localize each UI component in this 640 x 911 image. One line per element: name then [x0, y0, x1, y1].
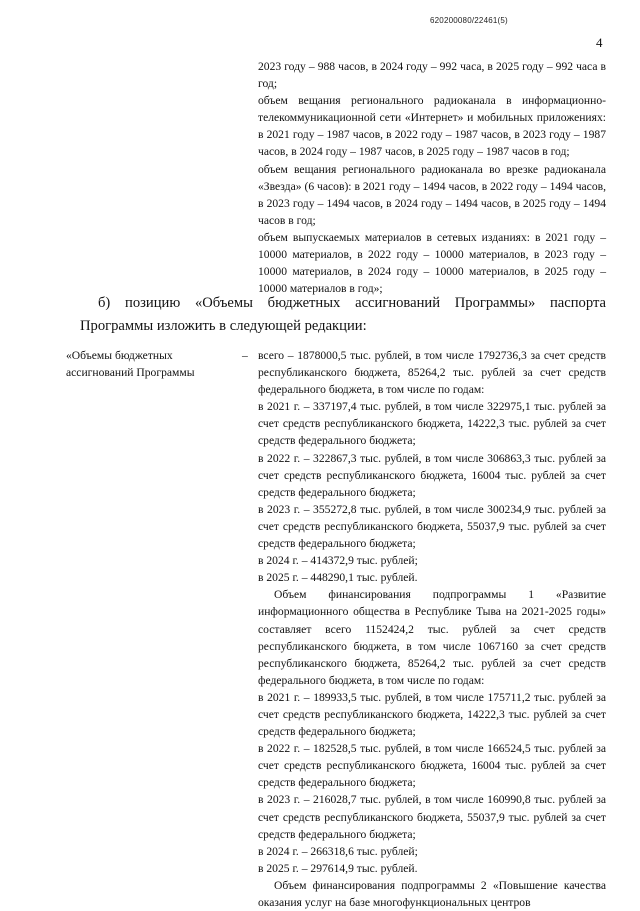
- paragraph: в 2024 г. – 414372,9 тыс. рублей;: [258, 554, 418, 568]
- top-text-block: [258, 58, 606, 297]
- paragraph: в 2023 г. – 355272,8 тыс. рублей, в том числе 300234,9 тыс. рублей за счет средств республиканского бюджета, 55037,9 тыс. рублей за счет средств федерального бюджета;: [258, 502, 606, 551]
- paragraph: 2023 году – 988 часов, в 2024 году – 992 часа, в 2025 году – 992 часа в год;: [258, 60, 606, 91]
- paragraph: объем вещания регионального радиоканала в информационно-телекоммуникационной сети «Интернет» и мобильных приложениях: в 2021 году – 1987 часов, в 2022 году – 1987 часов, в 2023 году – 1987 часов, в 2024 году – 1987 часов, в 2025 году – 1987 часов в год;: [258, 94, 606, 159]
- paragraph: в 2021 г. – 189933,5 тыс. рублей, в том числе 175711,2 тыс. рублей за счет средств республиканского бюджета, 14222,3 тыс. рублей за счет средств федерального бюджета;: [258, 690, 606, 739]
- paragraph: объем выпускаемых материалов в сетевых изданиях: в 2021 году – 10000 материалов, в 2022 году – 10000 материалов, в 2023 году – 10000 материалов, в 2024 году – 10000 материалов, в 2025 году – 10000 материалов в год»;: [258, 230, 606, 296]
- paragraph: в 2022 г. – 182528,5 тыс. рублей, в том числе 166524,5 тыс. рублей за счет средств республиканского бюджета, 16004 тыс. рублей за счет средств федерального бюджета;: [258, 742, 606, 790]
- page-number: 4: [596, 35, 603, 50]
- paragraph: всего – 1878000,5 тыс. рублей, в том числе 1792736,3 за счет средств республиканского бюджета, 85264,2 тыс. рублей за счет средств федерального бюджета, в том числе по годам:: [258, 349, 606, 397]
- paragraph: в 2023 г. – 216028,7 тыс. рублей, в том числе 160990,8 тыс. рублей за счет средств республиканского бюджета, 55037,9 тыс. рублей за счет средств федерального бюджета;: [258, 793, 606, 841]
- paragraph: в 2022 г. – 322867,3 тыс. рублей, в том числе 306863,3 тыс. рублей за счет средств республиканского бюджета, 16004 тыс. рублей за счет средств федерального бюджета;: [258, 451, 606, 499]
- paragraph: в 2024 г. – 266318,6 тыс. рублей;: [258, 844, 418, 858]
- instruction-paragraph: б) позицию «Объемы бюджетных ассигнований Программы» паспорта Программы изложить в следующей редакции:: [80, 295, 606, 334]
- paragraph: в 2021 г. – 337197,4 тыс. рублей, в том числе 322975,1 тыс. рублей за счет средств республиканского бюджета, 14222,3 тыс. рублей за счет средств федерального бюджета;: [258, 400, 606, 448]
- document-code: 620200080/22461(5): [430, 16, 508, 25]
- paragraph: Объем финансирования подпрограммы 2 «Повышение качества оказания услуг на базе многофункциональных центров: [258, 878, 606, 909]
- paragraph: Объем финансирования подпрограммы 1 «Развитие информационного общества в Республике Тыва на 2021-2025 годы» составляет всего 1152424,2 тыс. рублей за счет средств республиканского бюджета, в том числе 1067160 за счет средств республиканского бюджета, 85264,2 тыс. рублей за счет средств федерального бюджета, в том числе по годам:: [258, 588, 606, 687]
- table-right-cell: [258, 347, 606, 911]
- paragraph: в 2025 г. – 448290,1 тыс. рублей.: [258, 571, 418, 585]
- paragraph: объем вещания регионального радиоканала во врезке радиоканала «Звезда» (6 часов): в 2021 году – 1494 часов, в 2022 году – 1494 часов, в 2023 году – 1494 часов, в 2024 году – 1494 часов, в 2025 году – 1494 часов в год;: [258, 162, 606, 227]
- table-separator: –: [242, 349, 248, 362]
- table-left-label: «Объемы бюджетных ассигнований Программы: [66, 349, 195, 379]
- paragraph: в 2025 г. – 297614,9 тыс. рублей.: [258, 861, 418, 875]
